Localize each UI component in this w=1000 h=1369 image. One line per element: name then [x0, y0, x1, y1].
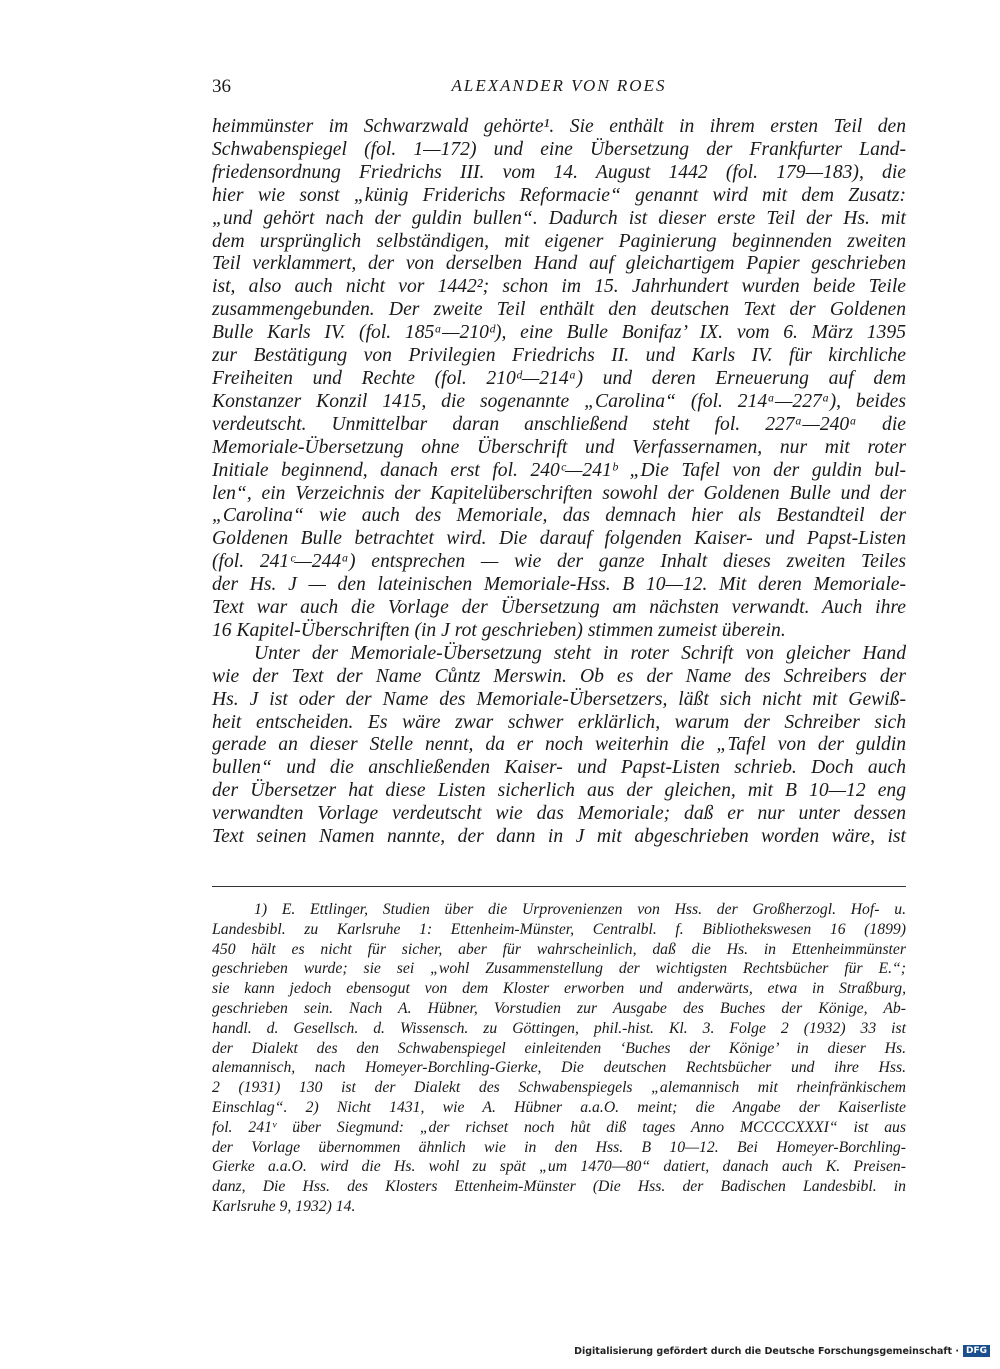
digitization-banner — [574, 1343, 990, 1359]
text-line: wie der Text der Name Cůntz Merswin. Ob es der Name des Schreibers der — [212, 665, 906, 687]
text-line: heit entscheiden. Es wäre zwar schwer erklärlich, warum der Schreiber sich — [212, 711, 906, 733]
text-line: Goldenen Bulle betrachtet wird. Die darauf folgenden Kaiser- und Papst-Listen — [212, 528, 906, 550]
text-line: ist, also auch nicht vor 1442²; schon im 15. Jahrhundert wurden beide Teile — [212, 276, 906, 298]
text-line: Hs. J ist oder der Name des Memoriale-Übersetzers, läßt sich nicht mit Gewiß- — [212, 688, 906, 710]
footnote-line: geschrieben wurde; sie sei „wohl Zusammenstellung der wichtigsten Rechtsbücher für E.“; — [212, 960, 906, 978]
text-line: der Übersetzer hat diese Listen sicherlich aus der gleichen, mit B 10—12 eng — [212, 780, 906, 802]
footnote-line: geschrieben sein. Nach A. Hübner, Vorstudien zur Ausgabe des Buches der Könige, Ab- — [212, 999, 906, 1017]
footnote-line: sie kann jedoch ebensogut von dem Kloster erworben und anderwärts, etwa in Straßburg, — [212, 980, 906, 998]
page-header — [212, 76, 906, 102]
text-line: Freiheiten und Rechte (fol. 210ᵈ—214ᵃ) und deren Erneuerung auf dem — [212, 367, 906, 389]
text-line: „und gehört nach der guldin bullen“. Dadurch ist dieser erste Teil der Hs. mit — [212, 207, 906, 229]
text-line: 16 Kapitel-Überschriften (in J rot geschrieben) stimmen zumeist überein. — [212, 619, 786, 641]
text-line: dem ursprünglich selbständigen, mit eigener Paginierung beginnenden zweiten — [212, 230, 906, 252]
text-line: Memoriale-Übersetzung ohne Überschrift und Verfassernamen, nur mit roter — [212, 436, 906, 458]
text-line: gerade an dieser Stelle nennt, da er noch weiterhin die „Tafel von der guldin — [212, 734, 906, 756]
text-line: Konstanzer Konzil 1415, die sogenannte „Carolina“ (fol. 214ᵃ—227ᵃ), beides — [212, 390, 906, 412]
footnote-line: Gierke a.a.O. wird die Hs. wohl zu spät „um 1470—80“ datiert, danach auch K. Preisen- — [212, 1158, 906, 1176]
dfg-logo: DFG — [963, 1345, 990, 1357]
text-line: „Carolina“ wie auch des Memoriale, das demnach hier als Bestandteil der — [212, 505, 906, 527]
banner-text: Digitalisierung gefördert durch die Deutsche Forschungsgemeinschaft · — [574, 1345, 959, 1357]
page-number: 36 — [212, 76, 231, 97]
text-line: der Hs. J — den lateinischen Memoriale-Hss. B 10—12. Mit deren Memoriale- — [212, 574, 906, 596]
text-line: friedensordnung Friedrichs III. vom 14. August 1442 (fol. 179—183), die — [212, 161, 906, 183]
text-line: (fol. 241ᶜ—244ᵃ) entsprechen — wie der ganze Inhalt dieses zweiten Teiles — [212, 551, 906, 573]
text-line: verwandten Vorlage verdeutscht wie das Memoriale; daß er nur unter dessen — [212, 803, 906, 825]
footnote-divider — [212, 886, 906, 887]
footnote-line: der Dialekt des den Schwabenspiegel einleitenden ‘Buches der Könige’ in dieser Hs. — [212, 1039, 906, 1057]
footnote-line: Karlsruhe 9, 1932) 14. — [212, 1197, 356, 1215]
text-line: len“, ein Verzeichnis der Kapitelüberschriften sowohl der Goldenen Bulle und der — [212, 482, 906, 504]
footnote-line: der Vorlage übernommen ähnlich wie in den Hss. B 10—12. Bei Homeyer-Borchling- — [212, 1138, 906, 1156]
footnote-line: handl. d. Gesellsch. d. Wissensch. zu Göttingen, phil.-hist. Kl. 3. Folge 2 (1932) 33 ist — [212, 1019, 906, 1037]
text-line: zur Bestätigung von Privilegien Friedrichs II. und Karls IV. für kirchliche — [212, 345, 906, 367]
text-line: hier wie sonst „künig Friderichs Reformacie“ genannt wird mit dem Zusatz: — [212, 184, 906, 206]
footnote-line: danz, Die Hss. des Klosters Ettenheim-Münster (Die Hss. der Badischen Landesbibl. in — [212, 1178, 906, 1196]
footnotes — [212, 900, 906, 1217]
footnote-line: 1) E. Ettlinger, Studien über die Urprovenienzen von Hss. der Großherzogl. Hof- u. — [254, 901, 906, 918]
footnote-line: 2 (1931) 130 ist der Dialekt des Schwabenspiegels „alemannisch mit rheinfränkischem — [212, 1079, 906, 1097]
running-title: ALEXANDER VON ROES — [451, 76, 667, 95]
text-line: Text war auch die Vorlage der Übersetzung am nächsten verwandt. Auch ihre — [212, 597, 906, 619]
text-line: heimmünster im Schwarzwald gehörte¹. Sie enthält in ihrem ersten Teil den — [212, 116, 906, 137]
text-line: Initiale beginnend, danach erst fol. 240ᶜ—241ᵇ „Die Tafel von der guldin bul- — [212, 459, 906, 481]
text-line: Schwabenspiegel (fol. 1—172) und eine Übersetzung der Frankfurter Land- — [212, 138, 906, 160]
text-line: Unter der Memoriale-Übersetzung steht in roter Schrift von gleicher Hand — [254, 642, 906, 664]
footnote-line: alemannisch, nach Homeyer-Borchling-Gierke, Die deutschen Rechtsbücher und ihre Hss. — [212, 1059, 906, 1077]
text-line: Text seinen Namen nannte, der dann in J mit abgeschrieben worden wäre, ist — [212, 826, 906, 848]
footnote-line: Einschlag“. 2) Nicht 1431, wie A. Hübner a.a.O. meint; die Angabe der Kaiserliste — [212, 1098, 906, 1116]
footnote-line: Landesbibl. zu Karlsruhe 1: Ettenheim-Münster, Centralbl. f. Bibliothekswesen 16 (1899) — [212, 920, 906, 938]
text-line: Bulle Karls IV. (fol. 185ᵃ—210ᵈ), eine Bulle Bonifaz’ IX. vom 6. März 1395 — [212, 322, 906, 344]
footnote-line: 450 hält es nicht für sicher, aber für wahrscheinlich, daß die Hs. in Ettenheimmünster — [212, 940, 906, 958]
text-line: verdeutscht. Unmittelbar daran anschließend steht fol. 227ᵃ—240ᵃ die — [212, 413, 906, 435]
footnote-line: fol. 241ᵛ über Siegmund: „der richset noch hůt diß tages Anno MCCCCXXXI“ ist aus — [212, 1118, 906, 1136]
text-line: bullen“ und die anschließenden Kaiser- und Papst-Listen schrieb. Doch auch — [212, 757, 906, 779]
main-text — [212, 116, 906, 849]
text-line: Teil verklammert, der von derselben Hand auf gleichartigem Papier geschrieben — [212, 253, 906, 275]
text-line: zusammengebunden. Der zweite Teil enthält den deutschen Text der Goldenen — [212, 299, 906, 321]
